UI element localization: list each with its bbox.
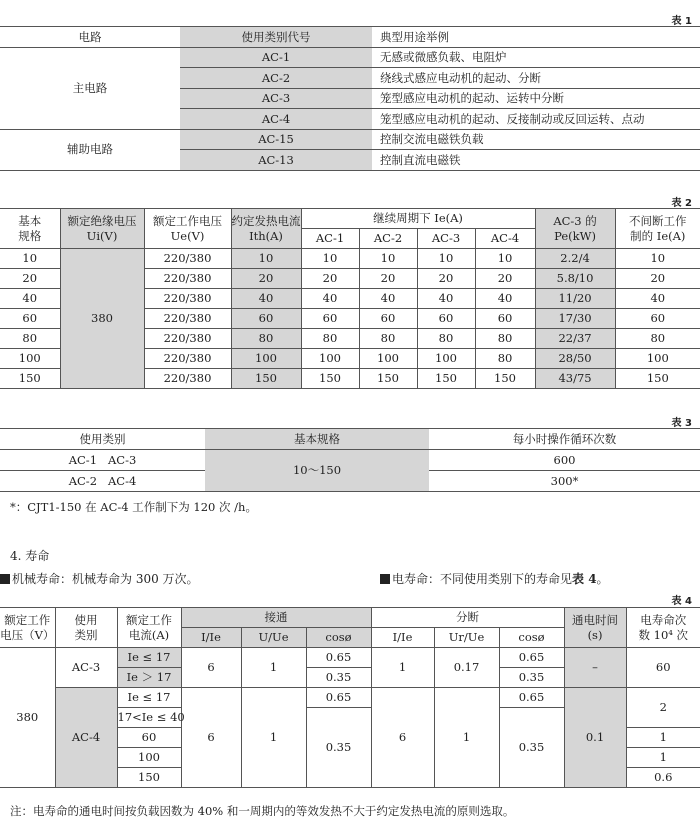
pe-cell: 2.2/4 [535, 249, 615, 269]
make-cos-cell: 0.65 [306, 688, 371, 708]
ac3-cell: 40 [417, 289, 475, 309]
header-int: 不间断工作 制的 Ie(A) [615, 209, 700, 249]
ac4-cell: 20 [475, 269, 535, 289]
ac4-cell: 10 [475, 249, 535, 269]
use-cell: 绕线式感应电动机的起动、分断 [372, 68, 700, 89]
header-make-cos: cosø [306, 628, 371, 648]
table-header-row [0, 608, 700, 628]
use-cell: 笼型感应电动机的起动、运转中分断 [372, 88, 700, 109]
break-cos-cell: 0.65 [499, 648, 564, 668]
ue-cell: 220/380 [144, 309, 231, 329]
int-cell: 20 [615, 269, 700, 289]
ith-cell: 100 [231, 349, 301, 369]
spec-cell: 20 [0, 269, 60, 289]
table-row [0, 249, 700, 269]
current-cell: 100 [117, 748, 181, 768]
int-cell: 100 [615, 349, 700, 369]
code-cell: AC-1 [180, 47, 372, 68]
ac4-cell: 40 [475, 289, 535, 309]
table-header-row [0, 209, 700, 229]
break-cos-cell: 0.35 [499, 708, 564, 788]
ue-cell: 220/380 [144, 349, 231, 369]
ac4-cell: 150 [475, 369, 535, 389]
elec-life-text: 电寿命：不同使用类别下的寿命见表 4。 [380, 570, 609, 587]
table-header-row [0, 429, 700, 450]
header-spec: 基本 规格 [0, 209, 60, 249]
spec-cell: 10 [0, 249, 60, 269]
ue-cell: 220/380 [144, 329, 231, 349]
life-cell: 1 [626, 728, 700, 748]
pe-cell: 28/50 [535, 349, 615, 369]
ac2-cell: 100 [359, 349, 417, 369]
use-cell: 无感或微感负载、电阻炉 [372, 47, 700, 68]
header-make-u: U/Ue [241, 628, 306, 648]
ue-cell: 220/380 [144, 269, 231, 289]
aux-circuit-label: 辅助电路 [0, 129, 180, 170]
table2 [0, 208, 700, 389]
ac1-cell: 150 [301, 369, 359, 389]
table-row [0, 450, 700, 471]
ac3-cell: 20 [417, 269, 475, 289]
ue-cell: 220/380 [144, 289, 231, 309]
life-cell: 2 [626, 688, 700, 728]
spec-cell: 40 [0, 289, 60, 309]
ac2-cell: 80 [359, 329, 417, 349]
int-cell: 60 [615, 309, 700, 329]
mech-life-text: 机械寿命：机械寿命为 300 万次。 [0, 570, 199, 587]
header-pe: AC-3 的 Pe(kW) [535, 209, 615, 249]
ac2-cell: 10 [359, 249, 417, 269]
header-cycle: 继续周期下 Ie(A) [301, 209, 535, 229]
ac2-cell: 40 [359, 289, 417, 309]
square-bullet-icon [380, 574, 390, 584]
make-i-cell: 6 [181, 688, 241, 788]
table1 [0, 26, 700, 171]
table3-caption: 表 3 [671, 418, 692, 429]
current-cell: Ie ≤ 17 [117, 688, 181, 708]
time-cell: 0.1 [564, 688, 626, 788]
ith-cell: 150 [231, 369, 301, 389]
ith-cell: 20 [231, 269, 301, 289]
make-u-cell: 1 [241, 688, 306, 788]
table2-caption: 表 2 [671, 198, 692, 209]
header-break-cos: cosø [499, 628, 564, 648]
header-make-i: I/Ie [181, 628, 241, 648]
code-cell: AC-3 [180, 88, 372, 109]
ac3-cell: 80 [417, 329, 475, 349]
make-cos-cell: 0.35 [306, 668, 371, 688]
ith-cell: 80 [231, 329, 301, 349]
pe-cell: 5.8/10 [535, 269, 615, 289]
header-break-u: Ur/Ue [434, 628, 499, 648]
table-row [0, 648, 700, 668]
ac1-cell: 40 [301, 289, 359, 309]
header-ac4: AC-4 [475, 229, 535, 249]
ue-cell: 220/380 [144, 369, 231, 389]
header-life: 电寿命次 数 10⁴ 次 [626, 608, 700, 648]
header-time: 通电时间 (s) [564, 608, 626, 648]
header-ui: 额定绝缘电压 Ui(V) [60, 209, 144, 249]
table-row [0, 688, 700, 708]
ui-value: 380 [60, 249, 144, 389]
make-cos-cell: 0.65 [306, 648, 371, 668]
header-voltage: 额定工作 电压（V） [0, 608, 55, 648]
code-cell: AC-13 [180, 150, 372, 171]
use-cell: 笼型感应电动机的起动、反接制动或反回运转、点动 [372, 109, 700, 130]
current-cell: Ie ≤ 17 [117, 648, 181, 668]
header-ue: 额定工作电压 Ue(V) [144, 209, 231, 249]
table3 [0, 428, 700, 492]
header-code: 使用类别代号 [180, 27, 372, 48]
header-use: 典型用途举例 [372, 27, 700, 48]
table-header-row [0, 27, 700, 48]
header-spec: 基本规格 [205, 429, 429, 450]
ith-cell: 60 [231, 309, 301, 329]
header-ac3: AC-3 [417, 229, 475, 249]
ac4-label: AC-4 [55, 688, 117, 788]
ac3-cell: 100 [417, 349, 475, 369]
time-cell: – [564, 648, 626, 688]
section-heading: 4. 寿命 [10, 549, 50, 563]
use-cell: 控制直流电磁铁 [372, 150, 700, 171]
spec-cell: 100 [0, 349, 60, 369]
ac1-cell: 100 [301, 349, 359, 369]
header-count: 每小时操作循环次数 [429, 429, 700, 450]
ac1-cell: 80 [301, 329, 359, 349]
spec-cell: 80 [0, 329, 60, 349]
ac3-cell: 60 [417, 309, 475, 329]
table4-reference: 表 4 [572, 572, 597, 586]
code-cell: AC-15 [180, 129, 372, 150]
category-cell: AC-2 AC-4 [0, 471, 205, 492]
table1-caption: 表 1 [671, 16, 692, 27]
header-break-i: I/Ie [371, 628, 434, 648]
square-bullet-icon [0, 574, 10, 584]
ac2-cell: 60 [359, 309, 417, 329]
table4-caption: 表 4 [671, 596, 692, 607]
header-category: 使用 类别 [55, 608, 117, 648]
header-current: 额定工作 电流(A) [117, 608, 181, 648]
ith-cell: 10 [231, 249, 301, 269]
break-u-cell: 0.17 [434, 648, 499, 688]
pe-cell: 22/37 [535, 329, 615, 349]
ac1-cell: 60 [301, 309, 359, 329]
life-cell: 60 [626, 648, 700, 688]
ac1-cell: 20 [301, 269, 359, 289]
pe-cell: 11/20 [535, 289, 615, 309]
int-cell: 80 [615, 329, 700, 349]
spec-cell: 60 [0, 309, 60, 329]
make-cos-cell: 0.35 [306, 708, 371, 788]
int-cell: 10 [615, 249, 700, 269]
pe-cell: 17/30 [535, 309, 615, 329]
header-ac2: AC-2 [359, 229, 417, 249]
header-make: 接通 [181, 608, 371, 628]
code-cell: AC-4 [180, 109, 372, 130]
ac4-cell: 80 [475, 349, 535, 369]
make-u-cell: 1 [241, 648, 306, 688]
current-cell: 150 [117, 768, 181, 788]
spec-cell: 150 [0, 369, 60, 389]
table4 [0, 607, 700, 788]
table3-footnote: *：CJT1-150 在 AC-4 工作制下为 120 次 /h。 [10, 500, 257, 514]
break-i-cell: 1 [371, 648, 434, 688]
ue-cell: 220/380 [144, 249, 231, 269]
ith-cell: 40 [231, 289, 301, 309]
break-cos-cell: 0.65 [499, 688, 564, 708]
table-row [0, 129, 700, 150]
header-category: 使用类别 [0, 429, 205, 450]
count-cell: 600 [429, 450, 700, 471]
ac2-cell: 20 [359, 269, 417, 289]
table-row [0, 47, 700, 68]
break-u-cell: 1 [434, 688, 499, 788]
header-ac1: AC-1 [301, 229, 359, 249]
pe-cell: 43/75 [535, 369, 615, 389]
table4-note: 注：电寿命的通电时间按负载因数为 40% 和一周期内的等效发热不大于约定发热电流的原则选取。 [10, 804, 515, 818]
int-cell: 40 [615, 289, 700, 309]
category-cell: AC-1 AC-3 [0, 450, 205, 471]
voltage-value: 380 [0, 648, 55, 788]
code-cell: AC-2 [180, 68, 372, 89]
ac4-cell: 60 [475, 309, 535, 329]
ac1-cell: 10 [301, 249, 359, 269]
header-ith: 约定发热电流 Ith(A) [231, 209, 301, 249]
count-cell: 300* [429, 471, 700, 492]
make-i-cell: 6 [181, 648, 241, 688]
ac3-label: AC-3 [55, 648, 117, 688]
life-cell: 0.6 [626, 768, 700, 788]
break-cos-cell: 0.35 [499, 668, 564, 688]
main-circuit-label: 主电路 [0, 47, 180, 129]
ac2-cell: 150 [359, 369, 417, 389]
current-cell: 17<Ie ≤ 40 [117, 708, 181, 728]
header-circuit: 电路 [0, 27, 180, 48]
use-cell: 控制交流电磁铁负载 [372, 129, 700, 150]
break-i-cell: 6 [371, 688, 434, 788]
header-break: 分断 [371, 608, 564, 628]
current-cell: 60 [117, 728, 181, 748]
ac4-cell: 80 [475, 329, 535, 349]
spec-value: 10～150 [205, 450, 429, 492]
life-cell: 1 [626, 748, 700, 768]
ac3-cell: 150 [417, 369, 475, 389]
current-cell: Ie ＞ 17 [117, 668, 181, 688]
int-cell: 150 [615, 369, 700, 389]
ac3-cell: 10 [417, 249, 475, 269]
